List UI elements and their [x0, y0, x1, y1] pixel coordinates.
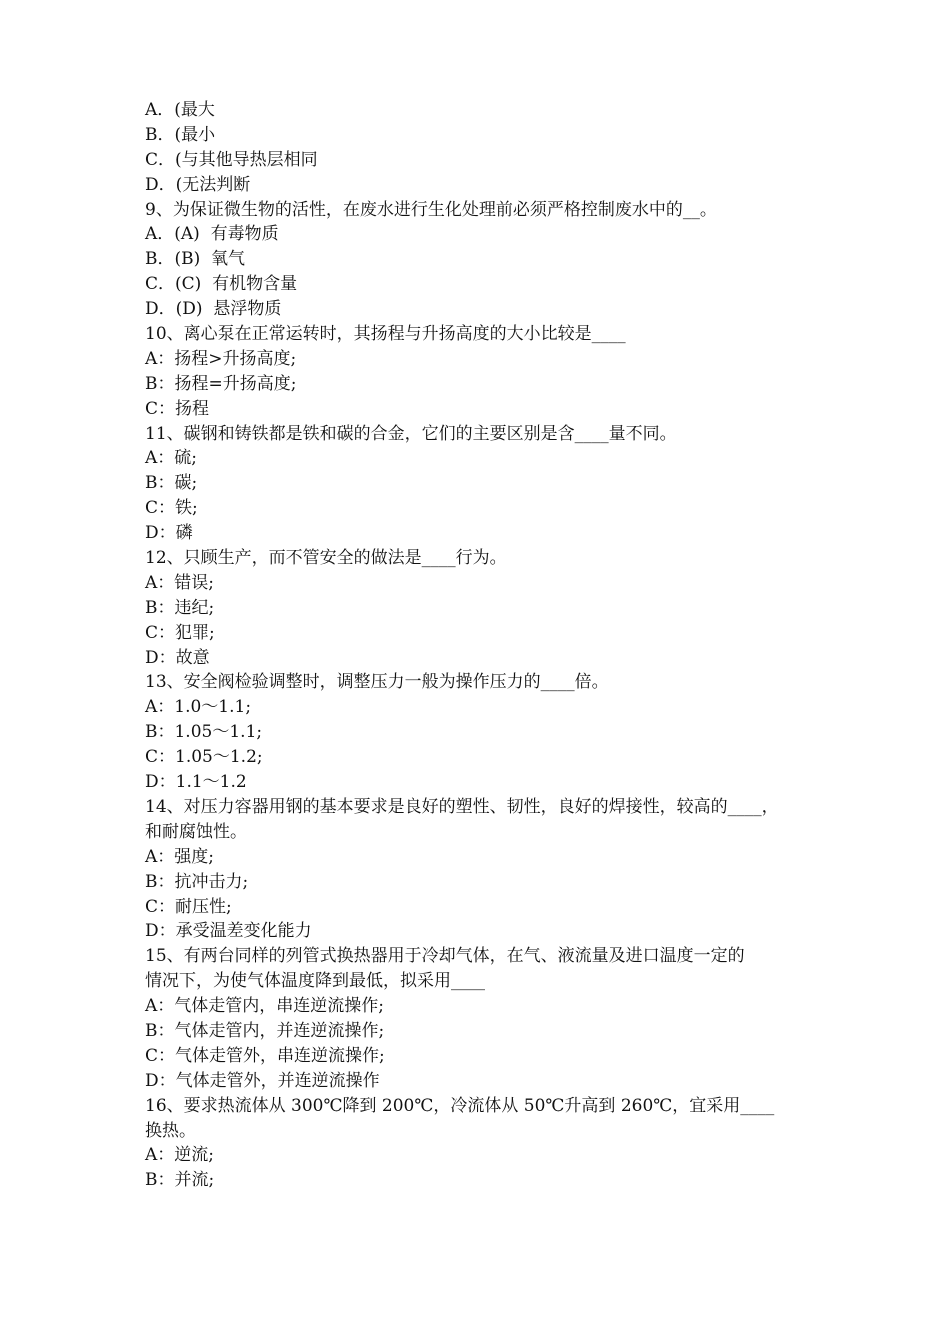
option-a-q9: A．(A) 有毒物质 — [145, 224, 279, 245]
question-16-line-1: 16、要求热流体从 300℃降到 200℃，冷流体从 50℃升高到 260℃，宜采用____ — [145, 1095, 775, 1116]
option-d-q15: D：气体走管外，并连逆流操作 — [145, 1070, 380, 1091]
option-b-q15: B：气体走管内，并连逆流操作; — [145, 1020, 385, 1041]
option-d-q13: D：1.1～1.2 — [145, 772, 247, 793]
option-c-q9: C．(C) 有机物含量 — [145, 274, 298, 295]
option-c-q12: C：犯罪; — [145, 622, 215, 643]
option-d-q14: D：承受温差变化能力 — [145, 921, 312, 942]
option-d-q8: D．(无法判断 — [145, 174, 251, 195]
question-11: 11、碳钢和铸铁都是铁和碳的合金，它们的主要区别是含____量不同。 — [145, 423, 677, 444]
option-a-q10: A：扬程>升扬高度; — [145, 348, 297, 369]
question-9: 9、为保证微生物的活性，在废水进行生化处理前必须严格控制废水中的__。 — [145, 199, 717, 220]
option-a-q13: A：1.0～1.1; — [145, 697, 252, 718]
option-d-q12: D：故意 — [145, 647, 210, 668]
question-14-line-1: 14、对压力容器用钢的基本要求是良好的塑性、韧性，良好的焊接性，较高的____， — [145, 796, 779, 817]
option-c-q15: C：气体走管外，串连逆流操作; — [145, 1045, 385, 1066]
question-10: 10、离心泵在正常运转时，其扬程与升扬高度的大小比较是____ — [145, 324, 626, 345]
option-b-q14: B：抗冲击力; — [145, 871, 249, 892]
question-15-line-2: 情况下，为使气体温度降到最低，拟采用____ — [145, 971, 485, 992]
question-13: 13、安全阀检验调整时，调整压力一般为操作压力的____倍。 — [145, 672, 609, 693]
option-b-q12: B：违纪; — [145, 597, 215, 618]
option-a-q12: A：错误; — [145, 572, 215, 593]
option-d-q9: D．(D) 悬浮物质 — [145, 299, 282, 320]
option-d-q11: D：磷 — [145, 523, 193, 544]
option-b-q16: B：并流; — [145, 1170, 215, 1191]
option-c-q10: C：扬程 — [145, 398, 210, 419]
option-b-q13: B：1.05～1.1; — [145, 722, 263, 743]
question-14-line-2: 和耐腐蚀性。 — [145, 821, 247, 842]
option-a-q15: A：气体走管内，串连逆流操作; — [145, 996, 385, 1017]
question-12: 12、只顾生产，而不管安全的做法是____行为。 — [145, 548, 507, 569]
option-a-q11: A：硫; — [145, 448, 198, 469]
option-b-q10: B：扬程=升扬高度; — [145, 373, 297, 394]
option-b-q8: B．(最小 — [145, 124, 216, 145]
option-b-q11: B：碳; — [145, 473, 198, 494]
question-16-line-2: 换热。 — [145, 1120, 196, 1141]
question-15-line-1: 15、有两台同样的列管式换热器用于冷却气体，在气、液流量及进口温度一定的 — [145, 946, 745, 967]
option-c-q13: C：1.05～1.2; — [145, 747, 263, 768]
option-a-q8: A．(最大 — [145, 100, 215, 120]
option-c-q8: C．(与其他导热层相同 — [145, 149, 318, 170]
option-c-q11: C：铁; — [145, 498, 198, 519]
option-c-q14: C：耐压性; — [145, 896, 232, 917]
option-a-q14: A：强度; — [145, 846, 215, 867]
document-body — [145, 98, 810, 1193]
option-b-q9: B．(B) 氧气 — [145, 249, 246, 270]
option-a-q16: A：逆流; — [145, 1145, 215, 1166]
